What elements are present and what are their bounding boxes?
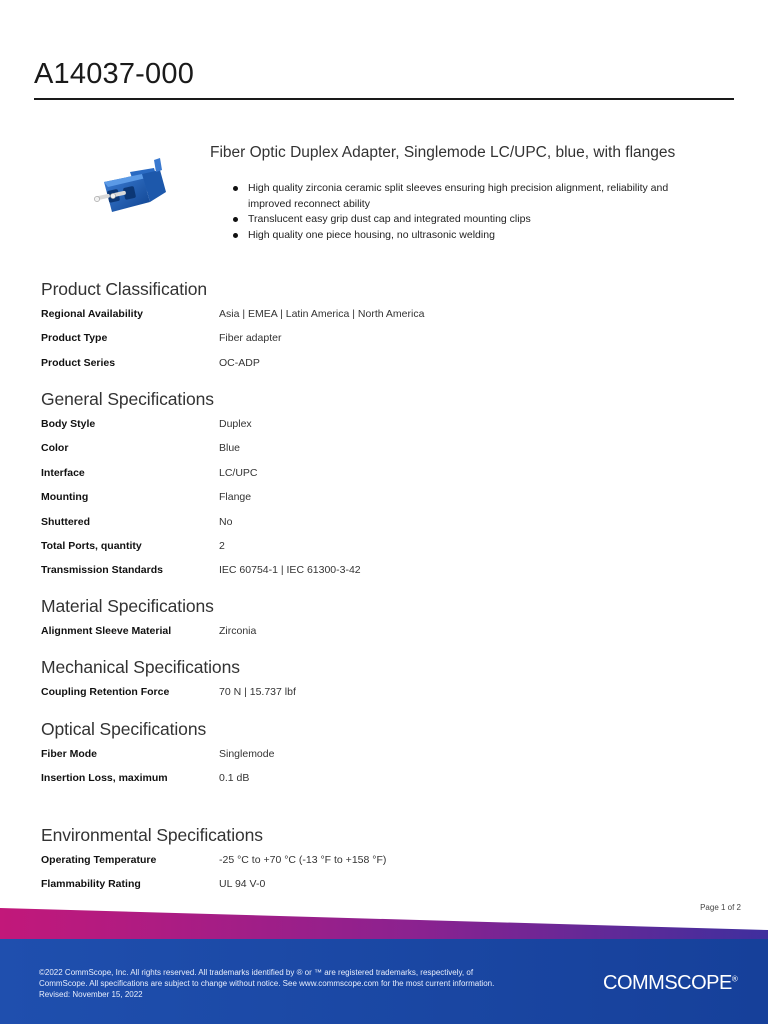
spec-label: Shuttered: [41, 515, 91, 528]
spec-row: [41, 486, 731, 510]
section-optical-specifications: [41, 719, 731, 792]
spec-label: Operating Temperature: [41, 854, 157, 866]
spec-value: UL 94 V-0: [219, 878, 266, 891]
spec-value: Blue: [219, 442, 241, 455]
spec-label: Total Ports, quantity: [41, 539, 142, 552]
spec-value: 70 N | 15.737 lbf: [219, 686, 296, 698]
spec-label: Insertion Loss, maximum: [41, 772, 168, 785]
spec-row: [41, 303, 731, 327]
section-general-specifications: [41, 389, 731, 584]
spec-value: Flange: [219, 491, 252, 504]
spec-value: 0.1 dB: [219, 772, 250, 785]
spec-value: Fiber adapter: [219, 332, 282, 345]
spec-row: [41, 873, 731, 897]
spec-value: IEC 60754-1 | IEC 61300-3-42: [219, 564, 361, 577]
spec-value: Zirconia: [219, 625, 257, 637]
spec-value: 2: [219, 539, 225, 552]
title-divider: [34, 98, 734, 100]
section-product-classification: [41, 279, 731, 376]
footer-band: [0, 908, 768, 1024]
spec-label: Interface: [41, 466, 85, 479]
spec-row: [41, 767, 731, 791]
logo-text: COMMSCOPE: [603, 972, 732, 994]
spec-value: OC-ADP: [219, 356, 260, 369]
section-title: Mechanical Specifications: [41, 657, 240, 677]
spec-value: Asia | EMEA | Latin America | North America: [219, 308, 425, 320]
spec-row: [41, 327, 731, 351]
section-environmental-specifications: [41, 825, 731, 898]
spec-label: Alignment Sleeve Material: [41, 625, 172, 637]
spec-row: [41, 849, 731, 873]
section-title: Material Specifications: [41, 596, 214, 616]
part-number-title: A14037-000: [34, 58, 195, 90]
section-title: General Specifications: [41, 389, 214, 409]
spec-label: Product Type: [41, 332, 108, 345]
spec-label: Color: [41, 442, 69, 455]
spec-value: No: [219, 515, 233, 528]
spec-row: [41, 462, 731, 486]
spec-row: [41, 413, 731, 437]
product-description: Fiber Optic Duplex Adapter, Singlemode LC/UPC, blue, with flanges: [210, 144, 676, 161]
page-number: Page 1 of 2: [700, 903, 741, 912]
blue-duplex-lc-adapter-image: [42, 130, 202, 240]
spec-row: [41, 620, 731, 644]
feature-item: Translucent easy grip dust cap and integrated mounting clips: [233, 212, 713, 228]
section-title: Environmental Specifications: [41, 825, 263, 845]
spec-label: Transmission Standards: [41, 564, 163, 577]
feature-item: High quality zirconia ceramic split sleeves ensuring high precision alignment, reliability and improved reconnect ability: [233, 181, 713, 212]
spec-label: Regional Availability: [41, 308, 143, 320]
spec-value: -25 °C to +70 °C (-13 °F to +158 °F): [219, 854, 387, 866]
spec-label: Body Style: [41, 418, 96, 430]
spec-row: [41, 511, 731, 535]
section-material-specifications: [41, 596, 731, 644]
spec-row: [41, 437, 731, 461]
section-mechanical-specifications: [41, 657, 731, 705]
section-title: Product Classification: [41, 279, 208, 299]
spec-label: Fiber Mode: [41, 748, 98, 760]
spec-row: [41, 352, 731, 376]
spec-row: [41, 743, 731, 767]
footer-legal-text: ©2022 CommScope, Inc. All rights reserved. All trademarks identified by ® or ™ are registered trademarks, respectively, of CommScope. All specifications are subject to change without notice. See www.commscope.com for the most current information. Revised: November 15, 2022: [39, 968, 495, 1000]
spec-label: Coupling Retention Force: [41, 686, 170, 698]
spec-row: [41, 535, 731, 559]
spec-label: Mounting: [41, 491, 89, 504]
spec-label: Product Series: [41, 356, 116, 369]
spec-label: Flammability Rating: [41, 878, 141, 891]
feature-item: High quality one piece housing, no ultrasonic welding: [233, 228, 713, 244]
spec-value: Duplex: [219, 418, 252, 430]
section-title: Optical Specifications: [41, 719, 207, 739]
spec-value: LC/UPC: [219, 466, 258, 479]
spec-value: Singlemode: [219, 748, 275, 760]
spec-row: [41, 559, 731, 583]
spec-row: [41, 681, 731, 705]
feature-list: [233, 181, 713, 243]
logo-registered-mark: ®: [731, 974, 738, 984]
commscope-logo: [603, 972, 737, 995]
